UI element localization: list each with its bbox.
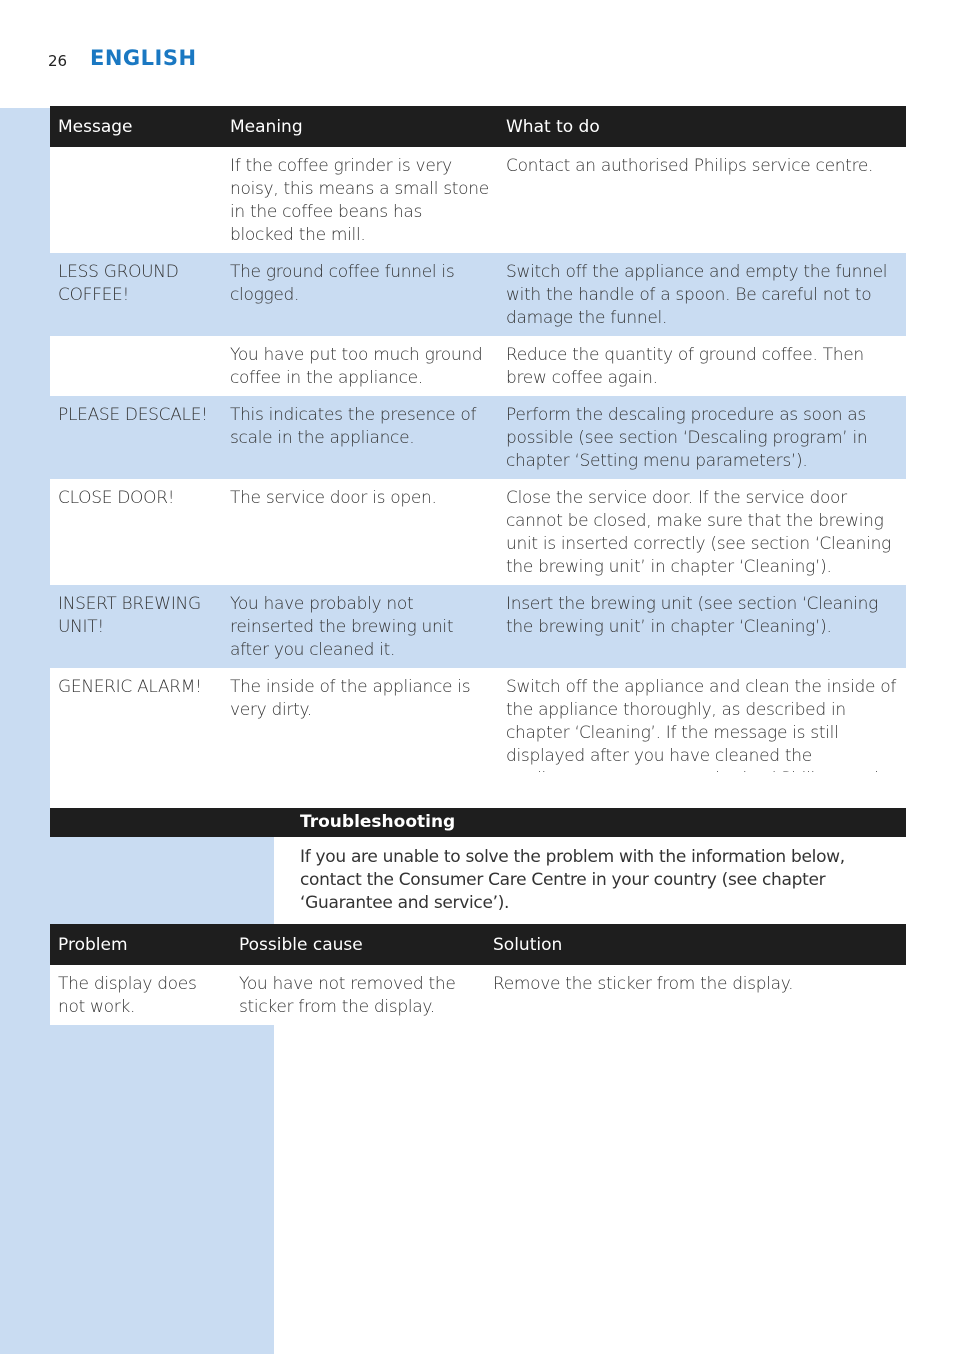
message-cell: INSERT BREWING UNIT!	[50, 585, 222, 668]
meaning-cell: If the coffee grinder is very noisy, this means a small stone in the coffee beans has blocked the mill.	[222, 147, 498, 253]
message-cell	[50, 147, 222, 253]
message-cell: GENERIC ALARM!	[50, 668, 222, 820]
table-row	[50, 965, 906, 1025]
page-number: 26	[48, 52, 68, 70]
message-cell: CLOSE DOOR!	[50, 479, 222, 585]
troubleshooting-title: Troubleshooting	[300, 812, 456, 832]
action-cell: Switch off the appliance and empty the funnel with the handle of a spoon. Be careful not to damage the funnel.	[498, 253, 906, 336]
message-cell	[50, 336, 222, 396]
column-header-problem: Problem	[50, 924, 231, 965]
meaning-cell: The inside of the appliance is very dirty.	[222, 668, 498, 820]
table-row	[50, 253, 906, 336]
troubleshooting-table	[50, 924, 906, 1025]
meaning-cell: The ground coffee funnel is clogged.	[222, 253, 498, 336]
column-header-action: What to do	[498, 106, 906, 147]
table-row	[50, 336, 906, 396]
section-language-heading: ENGLISH	[90, 46, 197, 70]
section-gap	[274, 772, 906, 808]
meaning-cell: This indicates the presence of scale in the appliance.	[222, 396, 498, 479]
messages-table	[50, 106, 906, 820]
troubleshooting-intro: If you are unable to solve the problem with the information below, contact the Consumer Care Centre in your country (see chapter ‘Guarantee and service’).	[300, 847, 845, 913]
column-header-cause: Possible cause	[231, 924, 485, 965]
column-header-solution: Solution	[485, 924, 906, 965]
column-header-meaning: Meaning	[222, 106, 498, 147]
meaning-cell: You have probably not reinserted the brewing unit after you cleaned it.	[222, 585, 498, 668]
messages-table-header	[50, 106, 906, 147]
action-cell: Reduce the quantity of ground coffee. Then brew coffee again.	[498, 336, 906, 396]
meaning-cell: You have put too much ground coffee in the appliance.	[222, 336, 498, 396]
table-row	[50, 396, 906, 479]
meaning-cell: The service door is open.	[222, 479, 498, 585]
troubleshooting-bar	[50, 808, 906, 837]
message-cell: PLEASE DESCALE!	[50, 396, 222, 479]
action-cell: Close the service door. If the service door cannot be closed, make sure that the brewing unit is inserted correctly (see section ‘Cleaning the brewing unit’ in chapter ‘Cleaning’).	[498, 479, 906, 585]
action-cell: Perform the descaling procedure as soon as possible (see section ‘Descaling program’ in chapter ‘Setting menu parameters’).	[498, 396, 906, 479]
table-row	[50, 585, 906, 668]
column-header-message: Message	[50, 106, 222, 147]
problem-cell: The display does not work.	[50, 965, 231, 1025]
table-row	[50, 479, 906, 585]
action-cell: Insert the brewing unit (see section ‘Cleaning the brewing unit’ in chapter ‘Cleaning’).	[498, 585, 906, 668]
action-cell: Contact an authorised Philips service centre.	[498, 147, 906, 253]
action-cell: Switch off the appliance and clean the inside of the appliance thoroughly, as described in chapter ‘Cleaning’. If the message is still displayed after you have cleaned the	[498, 668, 906, 820]
troubleshooting-table-header	[50, 924, 906, 965]
message-cell: LESS GROUND COFFEE!	[50, 253, 222, 336]
solution-cell: Remove the sticker from the display.	[485, 965, 906, 1025]
table-row	[50, 147, 906, 253]
cause-cell: You have not removed the sticker from the display.	[231, 965, 485, 1025]
